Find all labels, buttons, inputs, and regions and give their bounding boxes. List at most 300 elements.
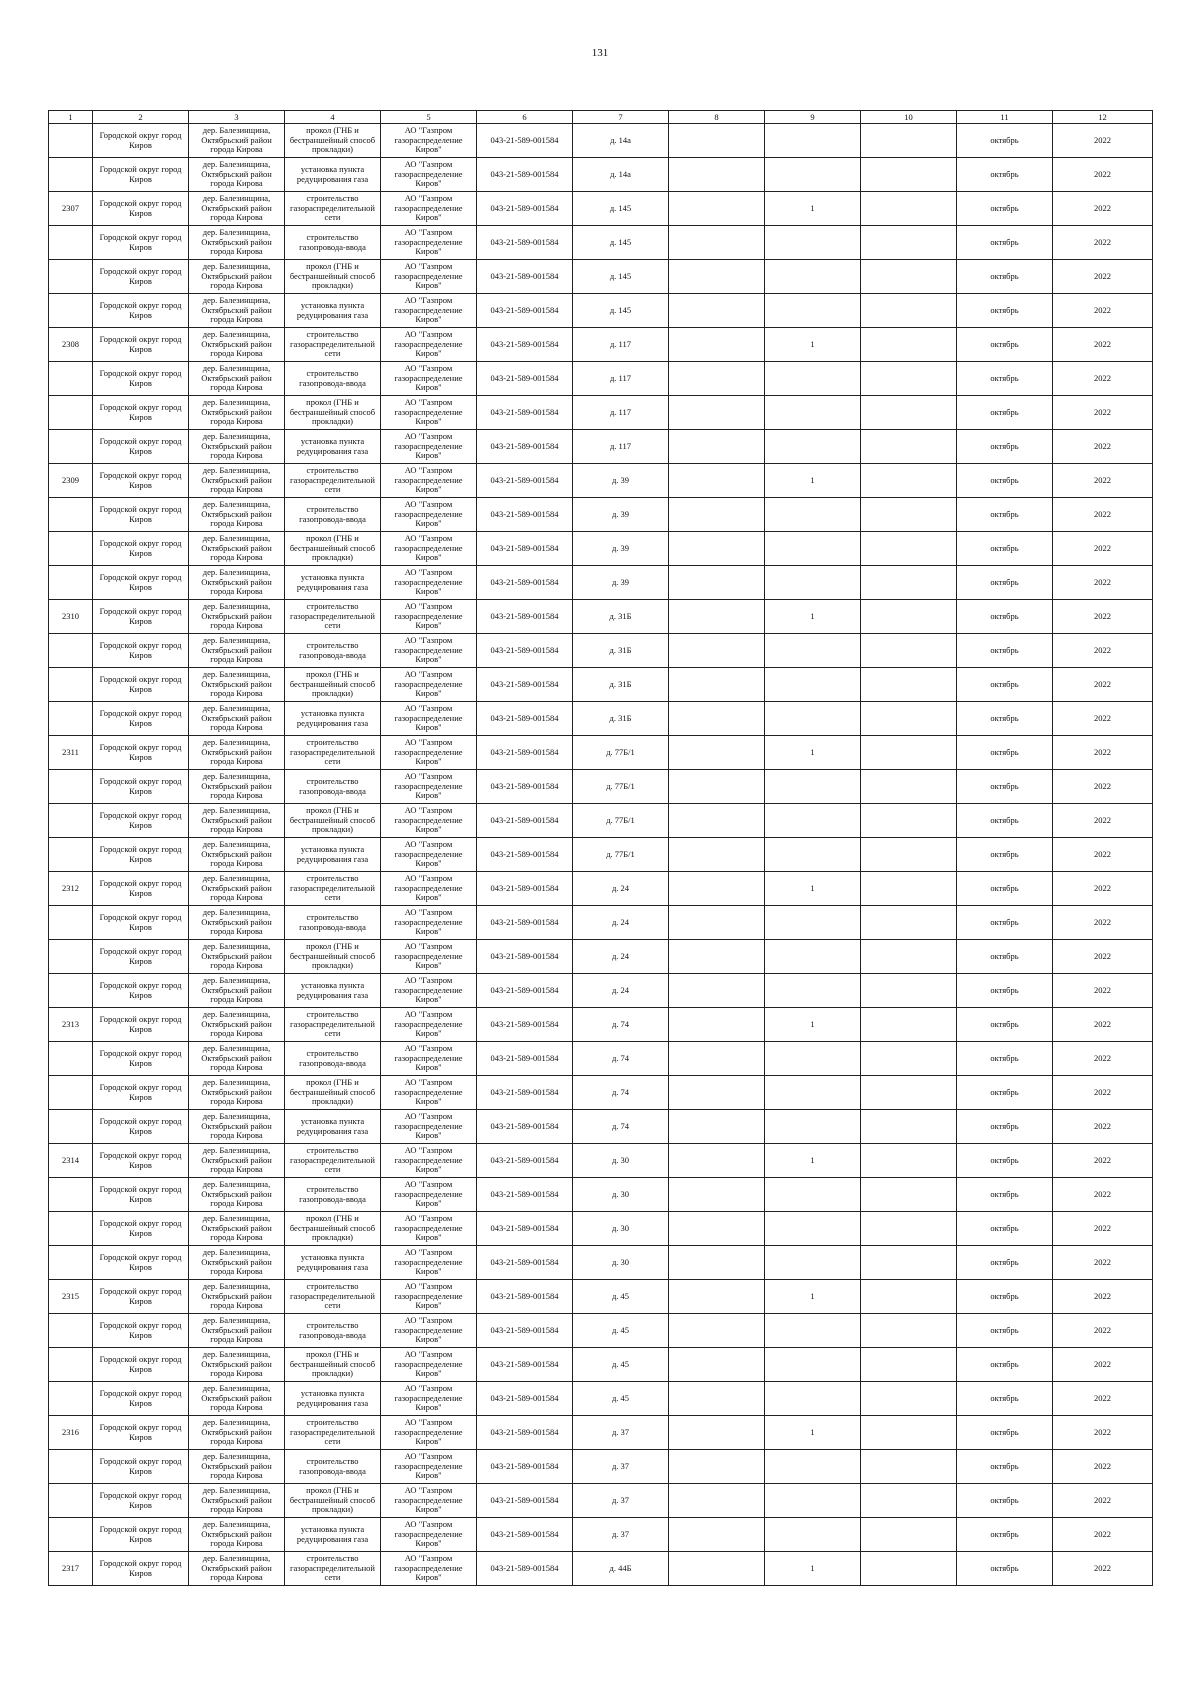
table-cell bbox=[669, 1382, 765, 1416]
cell-text: дер. Балезинщина, Октябрьский район города Кирова bbox=[201, 568, 272, 597]
table-cell bbox=[189, 940, 285, 974]
table-cell: 2310 bbox=[49, 600, 93, 634]
table-body bbox=[49, 124, 1153, 1586]
table-cell bbox=[49, 158, 93, 192]
table-cell: 2022 bbox=[1053, 362, 1153, 396]
table-cell: 043-21-589-001584 bbox=[477, 226, 573, 260]
table-cell bbox=[381, 736, 477, 770]
table-cell bbox=[381, 158, 477, 192]
cell-text: строительство газораспределительной сети bbox=[290, 1146, 375, 1175]
table-cell: 043-21-589-001584 bbox=[477, 668, 573, 702]
table-cell: октябрь bbox=[957, 940, 1053, 974]
table-cell: 1 bbox=[765, 1008, 861, 1042]
table-cell bbox=[285, 702, 381, 736]
table-cell bbox=[669, 430, 765, 464]
table-row bbox=[49, 532, 1153, 566]
table-cell: октябрь bbox=[957, 532, 1053, 566]
table-cell: 2022 bbox=[1053, 294, 1153, 328]
table-cell bbox=[381, 770, 477, 804]
table-cell: октябрь bbox=[957, 1042, 1053, 1076]
table-cell: Городской округ город Киров bbox=[93, 804, 189, 838]
table-row bbox=[49, 974, 1153, 1008]
table-row bbox=[49, 1144, 1153, 1178]
table-cell: 1 bbox=[765, 1416, 861, 1450]
cell-text: дер. Балезинщина, Октябрьский район города Кирова bbox=[201, 330, 272, 359]
table-cell: Городской округ город Киров bbox=[93, 294, 189, 328]
table-cell: Городской округ город Киров bbox=[93, 1382, 189, 1416]
table-cell: октябрь bbox=[957, 1008, 1053, 1042]
cell-text: АО "Газпром газораспределение Киров" bbox=[394, 1316, 463, 1345]
table-cell bbox=[669, 566, 765, 600]
table-cell bbox=[765, 668, 861, 702]
table-cell: 2307 bbox=[49, 192, 93, 226]
table-cell: 2022 bbox=[1053, 192, 1153, 226]
table-cell: октябрь bbox=[957, 226, 1053, 260]
table-cell: октябрь bbox=[957, 1416, 1053, 1450]
table-cell bbox=[765, 838, 861, 872]
table-cell bbox=[189, 770, 285, 804]
table-row bbox=[49, 1280, 1153, 1314]
table-cell bbox=[669, 736, 765, 770]
table-row bbox=[49, 1178, 1153, 1212]
table-cell bbox=[285, 1110, 381, 1144]
table-cell bbox=[381, 600, 477, 634]
table-cell bbox=[285, 1484, 381, 1518]
table-cell: октябрь bbox=[957, 260, 1053, 294]
table-cell bbox=[285, 1076, 381, 1110]
table-cell: Городской округ город Киров bbox=[93, 1178, 189, 1212]
cell-text: АО "Газпром газораспределение Киров" bbox=[394, 126, 463, 155]
table-cell bbox=[285, 600, 381, 634]
table-cell: Городской округ город Киров bbox=[93, 702, 189, 736]
table-cell bbox=[189, 1552, 285, 1586]
table-cell bbox=[285, 498, 381, 532]
table-cell: д. 44Б bbox=[573, 1552, 669, 1586]
table-cell bbox=[49, 702, 93, 736]
table-cell bbox=[189, 1314, 285, 1348]
table-cell bbox=[285, 328, 381, 362]
table-cell: 043-21-589-001584 bbox=[477, 328, 573, 362]
table-cell: д. 45 bbox=[573, 1348, 669, 1382]
table-cell: 2022 bbox=[1053, 1144, 1153, 1178]
table-cell: 043-21-589-001584 bbox=[477, 872, 573, 906]
table-cell: Городской округ город Киров bbox=[93, 1518, 189, 1552]
cell-text: АО "Газпром газораспределение Киров" bbox=[394, 1452, 463, 1481]
table-cell: 043-21-589-001584 bbox=[477, 736, 573, 770]
cell-text: установка пункта редуцирования газа bbox=[296, 573, 369, 592]
table-cell bbox=[285, 532, 381, 566]
table-row bbox=[49, 736, 1153, 770]
table-cell: 2022 bbox=[1053, 158, 1153, 192]
table-cell: Городской округ город Киров bbox=[93, 1280, 189, 1314]
cell-text: прокол (ГНБ и бестраншейный способ прокладки) bbox=[289, 262, 376, 291]
table-cell bbox=[861, 1450, 957, 1484]
table-cell bbox=[285, 294, 381, 328]
table-cell bbox=[765, 158, 861, 192]
cell-text: установка пункта редуцирования газа bbox=[296, 437, 369, 456]
table-cell: октябрь bbox=[957, 770, 1053, 804]
table-cell: 1 bbox=[765, 464, 861, 498]
table-cell: 043-21-589-001584 bbox=[477, 1348, 573, 1382]
table-cell: Городской округ город Киров bbox=[93, 906, 189, 940]
table-cell: 2022 bbox=[1053, 1178, 1153, 1212]
table-cell: 043-21-589-001584 bbox=[477, 396, 573, 430]
cell-text: дер. Балезинщина, Октябрьский район города Кирова bbox=[201, 126, 272, 155]
table-cell: д. 117 bbox=[573, 396, 669, 430]
table-cell bbox=[285, 1178, 381, 1212]
table-cell: 2022 bbox=[1053, 430, 1153, 464]
table-cell: Городской округ город Киров bbox=[93, 1484, 189, 1518]
table-cell bbox=[381, 974, 477, 1008]
table-row bbox=[49, 1484, 1153, 1518]
table-cell bbox=[285, 736, 381, 770]
table-cell bbox=[669, 1042, 765, 1076]
cell-text: установка пункта редуцирования газа bbox=[296, 709, 369, 728]
table-cell bbox=[669, 702, 765, 736]
cell-text: АО "Газпром газораспределение Киров" bbox=[394, 636, 463, 665]
table-cell: д. 24 bbox=[573, 974, 669, 1008]
table-cell bbox=[189, 804, 285, 838]
cell-text: АО "Газпром газораспределение Киров" bbox=[394, 908, 463, 937]
table-cell bbox=[49, 668, 93, 702]
table-cell bbox=[189, 702, 285, 736]
table-cell bbox=[765, 770, 861, 804]
table-cell bbox=[381, 1178, 477, 1212]
table-cell: 2022 bbox=[1053, 634, 1153, 668]
cell-text: дер. Балезинщина, Октябрьский район города Кирова bbox=[201, 1316, 272, 1345]
table-cell bbox=[285, 226, 381, 260]
cell-text: АО "Газпром газораспределение Киров" bbox=[394, 1010, 463, 1039]
table-cell bbox=[765, 702, 861, 736]
column-header: 5 bbox=[381, 111, 477, 124]
table-cell bbox=[381, 838, 477, 872]
cell-text: АО "Газпром газораспределение Киров" bbox=[394, 1146, 463, 1175]
table-cell: 043-21-589-001584 bbox=[477, 1450, 573, 1484]
table-cell bbox=[861, 668, 957, 702]
table-row bbox=[49, 430, 1153, 464]
table-cell: 2022 bbox=[1053, 940, 1153, 974]
table-cell bbox=[669, 362, 765, 396]
table-cell bbox=[765, 1042, 861, 1076]
table-cell bbox=[669, 1518, 765, 1552]
table-cell bbox=[861, 396, 957, 430]
cell-text: дер. Балезинщина, Октябрьский район города Кирова bbox=[201, 296, 272, 325]
table-cell: Городской округ город Киров bbox=[93, 1042, 189, 1076]
cell-text: строительство газопровода-ввода bbox=[299, 505, 366, 524]
table-cell bbox=[861, 634, 957, 668]
table-cell bbox=[189, 464, 285, 498]
cell-text: дер. Балезинщина, Октябрьский район города Кирова bbox=[201, 704, 272, 733]
cell-text: АО "Газпром газораспределение Киров" bbox=[394, 1078, 463, 1107]
table-cell: 2022 bbox=[1053, 1484, 1153, 1518]
table-cell: октябрь bbox=[957, 1314, 1053, 1348]
table-cell: д. 31Б bbox=[573, 600, 669, 634]
table-cell: 2022 bbox=[1053, 124, 1153, 158]
cell-text: строительство газораспределительной сети bbox=[290, 738, 375, 767]
table-cell bbox=[765, 1076, 861, 1110]
table-cell bbox=[285, 1246, 381, 1280]
table-cell bbox=[381, 294, 477, 328]
table-cell bbox=[49, 1110, 93, 1144]
table-cell bbox=[189, 158, 285, 192]
column-header: 4 bbox=[285, 111, 381, 124]
table-cell: октябрь bbox=[957, 328, 1053, 362]
cell-text: строительство газопровода-ввода bbox=[299, 777, 366, 796]
table-cell: октябрь bbox=[957, 1348, 1053, 1382]
table-cell: Городской округ город Киров bbox=[93, 362, 189, 396]
table-cell bbox=[669, 600, 765, 634]
table-row bbox=[49, 328, 1153, 362]
cell-text: дер. Балезинщина, Октябрьский район города Кирова bbox=[201, 1214, 272, 1243]
cell-text: АО "Газпром газораспределение Киров" bbox=[394, 1112, 463, 1141]
table-cell: 2315 bbox=[49, 1280, 93, 1314]
table-cell bbox=[189, 260, 285, 294]
table-cell bbox=[189, 906, 285, 940]
table-cell bbox=[765, 226, 861, 260]
table-cell bbox=[861, 1280, 957, 1314]
cell-text: дер. Балезинщина, Октябрьский район города Кирова bbox=[201, 228, 272, 257]
table-cell bbox=[49, 430, 93, 464]
table-row bbox=[49, 294, 1153, 328]
cell-text: АО "Газпром газораспределение Киров" bbox=[394, 1486, 463, 1515]
table-cell: 2309 bbox=[49, 464, 93, 498]
table-cell bbox=[285, 838, 381, 872]
table-cell: 2022 bbox=[1053, 464, 1153, 498]
table-cell: 043-21-589-001584 bbox=[477, 362, 573, 396]
table-cell: Городской округ город Киров bbox=[93, 226, 189, 260]
table-cell: д. 45 bbox=[573, 1280, 669, 1314]
table-cell: 043-21-589-001584 bbox=[477, 124, 573, 158]
cell-text: прокол (ГНБ и бестраншейный способ прокладки) bbox=[289, 1214, 376, 1243]
table-cell bbox=[861, 1110, 957, 1144]
table-cell bbox=[861, 464, 957, 498]
table-cell: 2022 bbox=[1053, 1552, 1153, 1586]
table-cell bbox=[669, 1076, 765, 1110]
table-cell: д. 117 bbox=[573, 430, 669, 464]
table-cell bbox=[381, 906, 477, 940]
cell-text: дер. Балезинщина, Октябрьский район города Кирова bbox=[201, 1146, 272, 1175]
table-cell bbox=[669, 532, 765, 566]
table-cell: Городской округ город Киров bbox=[93, 1076, 189, 1110]
cell-text: строительство газораспределительной сети bbox=[290, 1010, 375, 1039]
table-cell bbox=[765, 566, 861, 600]
table-cell: Городской округ город Киров bbox=[93, 872, 189, 906]
table-cell bbox=[669, 804, 765, 838]
table-row bbox=[49, 1382, 1153, 1416]
table-row bbox=[49, 906, 1153, 940]
table-cell bbox=[285, 770, 381, 804]
table-cell: октябрь bbox=[957, 872, 1053, 906]
table-cell: 043-21-589-001584 bbox=[477, 430, 573, 464]
table-cell bbox=[189, 328, 285, 362]
table-cell bbox=[861, 362, 957, 396]
table-cell bbox=[381, 430, 477, 464]
table-cell bbox=[189, 1484, 285, 1518]
table-cell: Городской округ город Киров bbox=[93, 396, 189, 430]
cell-text: установка пункта редуцирования газа bbox=[296, 981, 369, 1000]
table-cell bbox=[765, 1212, 861, 1246]
table-cell bbox=[189, 1450, 285, 1484]
table-cell bbox=[381, 668, 477, 702]
table-cell bbox=[669, 226, 765, 260]
column-header: 3 bbox=[189, 111, 285, 124]
table-cell bbox=[861, 1416, 957, 1450]
cell-text: дер. Балезинщина, Октябрьский район города Кирова bbox=[201, 466, 272, 495]
table-cell bbox=[381, 1042, 477, 1076]
cell-text: дер. Балезинщина, Октябрьский район города Кирова bbox=[201, 432, 272, 461]
table-cell bbox=[765, 804, 861, 838]
table-cell bbox=[861, 1212, 957, 1246]
table-cell bbox=[765, 1178, 861, 1212]
table-cell bbox=[381, 260, 477, 294]
table-cell: д. 145 bbox=[573, 294, 669, 328]
table-cell: 043-21-589-001584 bbox=[477, 702, 573, 736]
table-cell: 2022 bbox=[1053, 702, 1153, 736]
table-cell bbox=[669, 1246, 765, 1280]
table-row bbox=[49, 770, 1153, 804]
table-cell bbox=[669, 158, 765, 192]
table-cell bbox=[669, 940, 765, 974]
table-cell: 2313 bbox=[49, 1008, 93, 1042]
table-cell: д. 145 bbox=[573, 192, 669, 226]
table-cell bbox=[189, 430, 285, 464]
table-cell: 2022 bbox=[1053, 1110, 1153, 1144]
table-cell: Городской округ город Киров bbox=[93, 1348, 189, 1382]
table-cell: октябрь bbox=[957, 838, 1053, 872]
table-cell: 2314 bbox=[49, 1144, 93, 1178]
table-cell bbox=[669, 498, 765, 532]
table-cell bbox=[285, 1552, 381, 1586]
cell-text: установка пункта редуцирования газа bbox=[296, 845, 369, 864]
cell-text: дер. Балезинщина, Октябрьский район города Кирова bbox=[201, 1486, 272, 1515]
table-cell bbox=[189, 294, 285, 328]
table-cell: октябрь bbox=[957, 396, 1053, 430]
table-cell bbox=[49, 1178, 93, 1212]
table-cell bbox=[189, 1246, 285, 1280]
table-cell: д. 77Б/1 bbox=[573, 804, 669, 838]
table-cell: октябрь bbox=[957, 1076, 1053, 1110]
cell-text: АО "Газпром газораспределение Киров" bbox=[394, 398, 463, 427]
table-cell: 043-21-589-001584 bbox=[477, 1518, 573, 1552]
table-cell: Городской округ город Киров bbox=[93, 566, 189, 600]
table-cell bbox=[49, 260, 93, 294]
cell-text: АО "Газпром газораспределение Киров" bbox=[394, 976, 463, 1005]
table-cell bbox=[49, 1518, 93, 1552]
table-cell bbox=[49, 566, 93, 600]
table-cell bbox=[381, 192, 477, 226]
table-cell bbox=[285, 566, 381, 600]
table-cell bbox=[285, 1450, 381, 1484]
table-cell: 2022 bbox=[1053, 600, 1153, 634]
cell-text: дер. Балезинщина, Октябрьский район города Кирова bbox=[201, 1180, 272, 1209]
table-cell bbox=[49, 940, 93, 974]
table-row bbox=[49, 566, 1153, 600]
table-cell: 2022 bbox=[1053, 736, 1153, 770]
table-cell: д. 45 bbox=[573, 1314, 669, 1348]
table-cell bbox=[49, 906, 93, 940]
table-cell: 2022 bbox=[1053, 838, 1153, 872]
cell-text: дер. Балезинщина, Октябрьский район города Кирова bbox=[201, 364, 272, 393]
cell-text: АО "Газпром газораспределение Киров" bbox=[394, 568, 463, 597]
table-row bbox=[49, 396, 1153, 430]
table-cell bbox=[381, 1008, 477, 1042]
cell-text: строительство газораспределительной сети bbox=[290, 1282, 375, 1311]
table-cell bbox=[189, 124, 285, 158]
table-cell: д. 77Б/1 bbox=[573, 736, 669, 770]
table-cell: д. 24 bbox=[573, 872, 669, 906]
table-cell: октябрь bbox=[957, 124, 1053, 158]
table-cell bbox=[669, 1110, 765, 1144]
table-cell bbox=[49, 294, 93, 328]
table-cell bbox=[861, 1552, 957, 1586]
table-cell bbox=[669, 770, 765, 804]
cell-text: прокол (ГНБ и бестраншейный способ прокладки) bbox=[289, 1486, 376, 1515]
table-cell: 043-21-589-001584 bbox=[477, 158, 573, 192]
table-cell bbox=[49, 1450, 93, 1484]
table-cell bbox=[189, 362, 285, 396]
table-cell: Городской округ город Киров bbox=[93, 1144, 189, 1178]
cell-text: АО "Газпром газораспределение Киров" bbox=[394, 500, 463, 529]
table-cell bbox=[189, 1008, 285, 1042]
table-cell bbox=[285, 940, 381, 974]
table-cell: октябрь bbox=[957, 1178, 1053, 1212]
table-cell bbox=[49, 396, 93, 430]
cell-text: прокол (ГНБ и бестраншейный способ прокладки) bbox=[289, 942, 376, 971]
cell-text: АО "Газпром газораспределение Киров" bbox=[394, 1248, 463, 1277]
cell-text: строительство газораспределительной сети bbox=[290, 1554, 375, 1583]
table-cell: октябрь bbox=[957, 600, 1053, 634]
table-row bbox=[49, 158, 1153, 192]
table-cell: 043-21-589-001584 bbox=[477, 634, 573, 668]
table-row bbox=[49, 872, 1153, 906]
table-cell bbox=[285, 1348, 381, 1382]
data-table bbox=[48, 110, 1153, 1586]
table-cell bbox=[861, 192, 957, 226]
table-cell: д. 24 bbox=[573, 906, 669, 940]
table-cell: д. 39 bbox=[573, 464, 669, 498]
column-header: 12 bbox=[1053, 111, 1153, 124]
cell-text: строительство газопровода-ввода bbox=[299, 1049, 366, 1068]
table-cell: октябрь bbox=[957, 702, 1053, 736]
table-row bbox=[49, 838, 1153, 872]
cell-text: дер. Балезинщина, Октябрьский район города Кирова bbox=[201, 1248, 272, 1277]
table-cell bbox=[765, 294, 861, 328]
table-cell: 1 bbox=[765, 328, 861, 362]
table-cell: октябрь bbox=[957, 634, 1053, 668]
table-cell bbox=[861, 1144, 957, 1178]
table-cell bbox=[765, 260, 861, 294]
table-cell: Городской округ город Киров bbox=[93, 464, 189, 498]
table-cell bbox=[669, 1008, 765, 1042]
table-cell bbox=[861, 1042, 957, 1076]
table-cell bbox=[765, 1348, 861, 1382]
table-cell bbox=[861, 260, 957, 294]
table-cell: 043-21-589-001584 bbox=[477, 974, 573, 1008]
cell-text: АО "Газпром газораспределение Киров" bbox=[394, 194, 463, 223]
table-cell bbox=[285, 634, 381, 668]
table-cell bbox=[381, 634, 477, 668]
table-cell: октябрь bbox=[957, 430, 1053, 464]
table-cell: Городской округ город Киров bbox=[93, 770, 189, 804]
table-cell: 043-21-589-001584 bbox=[477, 498, 573, 532]
cell-text: АО "Газпром газораспределение Киров" bbox=[394, 1282, 463, 1311]
table-cell: 2022 bbox=[1053, 396, 1153, 430]
cell-text: дер. Балезинщина, Октябрьский район города Кирова bbox=[201, 840, 272, 869]
table-cell bbox=[669, 328, 765, 362]
table-cell: октябрь bbox=[957, 1212, 1053, 1246]
cell-text: дер. Балезинщина, Октябрьский район города Кирова bbox=[201, 1282, 272, 1311]
cell-text: АО "Газпром газораспределение Киров" bbox=[394, 364, 463, 393]
